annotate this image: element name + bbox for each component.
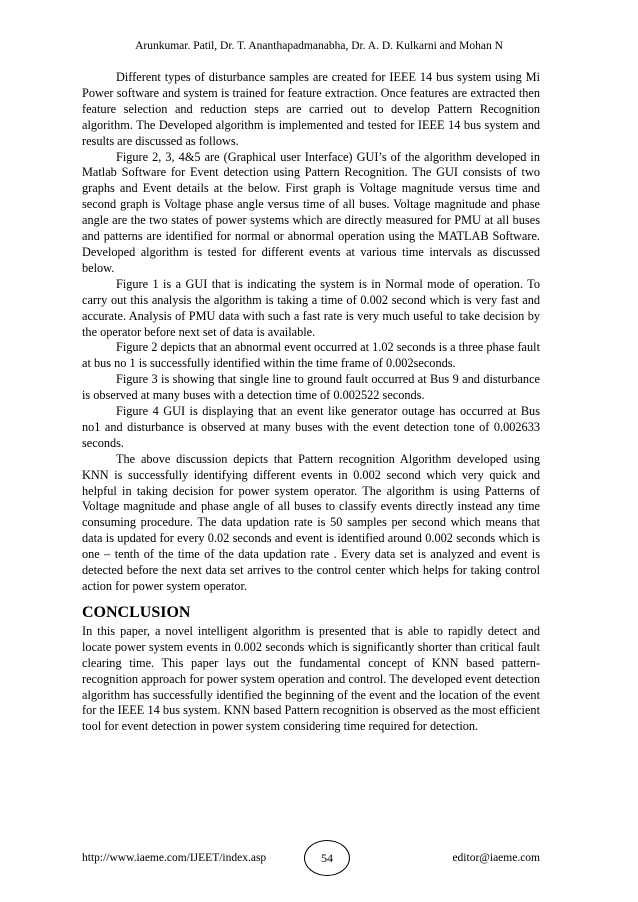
editor-email-link[interactable]: editor@iaeme.com <box>452 852 540 864</box>
conclusion-paragraph: In this paper, a novel intelligent algorithm is presented that is able to rapidly detect and locate power system events in 0.002 seconds which is significantly shorter than critical fault clearing time. This paper lays out the fundamental concept of KNN based pattern-recognition approach for power system operation and control. The developed event detection algorithm has successfully identified the beginning of the event and the location of the event for the IEEE 14 bus system. KNN based Pattern recognition is observed as the most efficient tool for event detection in power system considering time required for detection. <box>82 623 540 734</box>
paragraph: The above discussion depicts that Pattern recognition Algorithm developed using KNN is successfully identifying different events in 0.002 second which very quick and helpful in taking decision for power system operator. The algorithm is using Patterns of Voltage magnitude and phase angle of all buses to classify events directly instead any time consuming procedure. The data updation rate is 50 samples per second which means that data is updated for every 0.02 seconds and event is identified around 0.002 seconds which is one – tenth of the time of the data updation rate . Every data set is analyzed and event is detected before the next data set arrives to the control center which helps for taking control action for power system operator. <box>82 451 540 593</box>
page-footer <box>82 840 540 876</box>
page-number: 54 <box>304 840 350 876</box>
journal-url-link[interactable]: http://www.iaeme.com/IJEET/index.asp <box>82 852 267 864</box>
conclusion-heading: CONCLUSION <box>82 603 191 621</box>
paragraph: Figure 4 GUI is displaying that an event like generator outage has occurred at Bus no1 and disturbance is observed at many buses with the event detection tone of 0.002633 seconds. <box>82 404 540 450</box>
paragraph: Figure 2 depicts that an abnormal event occurred at 1.02 seconds is a three phase fault at bus no 1 is successfully identified within the time frame of 0.002seconds. <box>82 340 540 371</box>
paragraph: Different types of disturbance samples are created for IEEE 14 bus system using Mi Power software and system is trained for feature extraction. Once features are extracted then feature selection and reduction steps are carried out to develop Pattern Recognition algorithm. The Developed algorithm is implemented and tested for IEEE 14 bus system and results are discussed as follows. <box>82 70 540 148</box>
paragraph: Figure 1 is a GUI that is indicating the system is in Normal mode of operation. To carry out this analysis the algorithm is taking a time of 0.002 second which is very fast and accurate. Analysis of PMU data with such a fast rate is very much useful to take decision by the operator before next set of data is available. <box>82 276 540 339</box>
paragraph: Figure 2, 3, 4&5 are (Graphical user Interface) GUI’s of the algorithm developed in Matlab Software for Event detection using Pattern Recognition. The GUI consists of two graphs and Event details at the below. First graph is Voltage magnitude versus time and second graph is Voltage phase angle versus time of all buses. Voltage magnitude and phase angle are the two states of power systems which are directly measured for PMU at all buses and patterns are identified for normal or abnormal operation using the MATLAB Software. Developed algorithm is tested for different events at various time intervals as discussed below. <box>82 149 540 275</box>
main-body <box>82 70 540 735</box>
running-header: Arunkumar. Patil, Dr. T. Ananthapadmanabha, Dr. A. D. Kulkarni and Mohan N <box>135 40 503 52</box>
paragraph: Figure 3 is showing that single line to ground fault occurred at Bus 9 and disturbance is observed at many buses with a detection time of 0.002522 seconds. <box>82 372 540 403</box>
